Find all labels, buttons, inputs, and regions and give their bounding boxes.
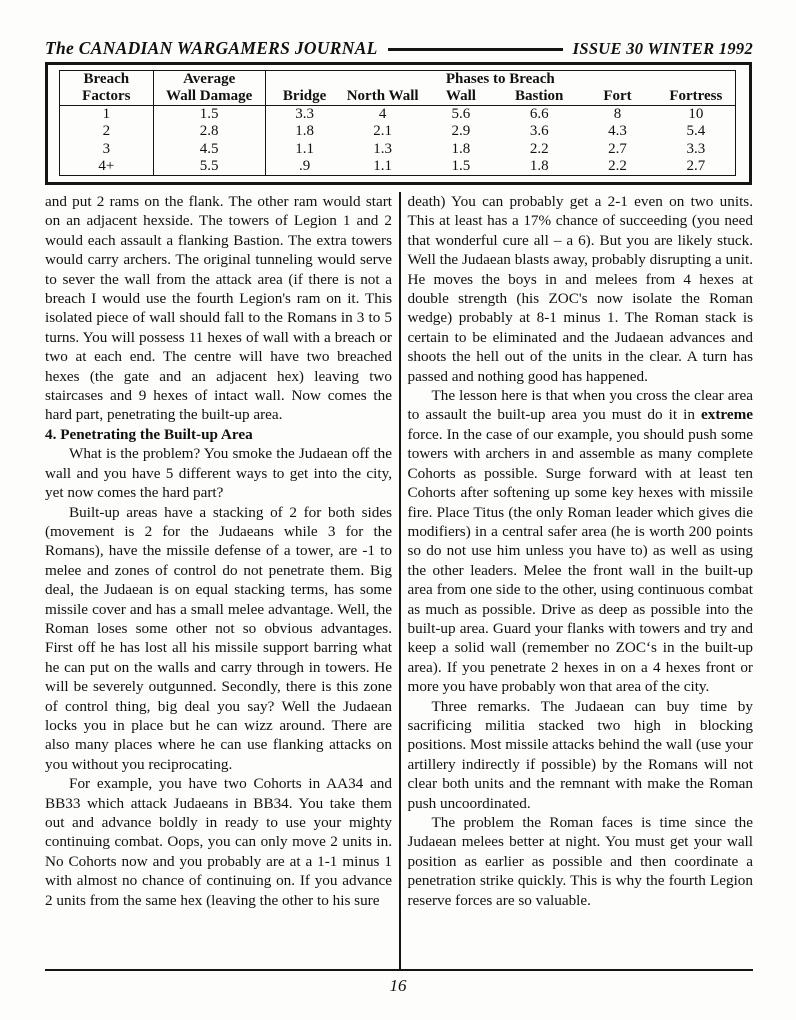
- cell-value: 3.3: [295, 106, 314, 123]
- cell-value: 5.4: [686, 123, 706, 140]
- col-header-north-wall: North Wall: [343, 88, 421, 106]
- cell-value: 3.6: [529, 123, 549, 140]
- cell-value: 1.5: [451, 157, 471, 174]
- breach-table-inner-frame: [59, 70, 736, 176]
- cell-value: 3.3: [686, 140, 706, 157]
- page-number: 16: [389, 976, 407, 995]
- cell-damage: 5.5: [153, 158, 265, 175]
- table-row: [60, 123, 735, 140]
- cell-value: 10: [688, 106, 704, 123]
- breach-factors-header: Breach: [60, 71, 153, 88]
- cell-value: 5.6: [451, 106, 471, 123]
- table-header-row-2: [60, 88, 735, 106]
- paragraph: [408, 386, 754, 697]
- article-body: [45, 192, 753, 970]
- right-column: [401, 192, 754, 970]
- cell-value: 2.7: [608, 140, 627, 157]
- paragraph-text: The lesson here is that when you cross the clear area to assault the built-up area you must do it in: [407, 387, 753, 424]
- paragraph: Built-up areas have a stacking of 2 for both sides (movement is 2 for the Judaeans while 3 for the Romans), have the missile defense of a tower, are -1 to melee and zones of control do not penetrate them. Big deal, the Judaean is on equal stacking terms, has some missile cover and has a small melee advantage. Well, the Roman loses some other not so obvious advantages. First off he has lost all his missile support barring what he can put on the walls and carry through in towers. He will be severely outgunned. Secondly, there is this zone of control thing, big deal you say? Well the Judaean locks you in place but he can wizz around. There are also many places where he can use flanking attacks on you without you reciprocating.: [45, 503, 392, 773]
- paragraph: The problem the Roman faces is time since the Judaean melees better at night. You must get your wall position as earlier as possible and then coordinate a penetration strike quickly. This is why the fourth Legion reserve forces are so valuable.: [407, 814, 753, 909]
- col-header-bridge: Bridge: [265, 88, 343, 106]
- cell-value: 4.3: [608, 123, 627, 140]
- cell-value: 1.8: [295, 123, 314, 140]
- col-header-bastion: Bastion: [500, 88, 578, 106]
- header-rule: [388, 48, 563, 51]
- cell-value: 2.1: [373, 123, 392, 140]
- cell-value: 2.2: [529, 140, 549, 157]
- cell-value: 2.2: [608, 157, 627, 174]
- journal-title: The CANADIAN WARGAMERS JOURNAL: [45, 38, 378, 58]
- cell-factor: 4+: [60, 158, 153, 175]
- issue-label: ISSUE 30 WINTER 1992: [572, 38, 753, 58]
- table-row: [60, 140, 735, 157]
- footer-rule: [45, 969, 753, 971]
- breach-table: [60, 71, 735, 175]
- cell-factor: 1: [60, 106, 153, 124]
- cell-value: 1.8: [451, 140, 471, 157]
- breach-factors-header-line2: Factors: [60, 88, 153, 106]
- table-header-row-1: [60, 71, 735, 88]
- paragraph-text: force. In the case of our example, you should push some towers with archers in and assemble as many complete Cohorts as possible. Surge forward with at least ten Cohorts after softening up some key hexes with missile fire. Place Titus (the only Roman leader which gives die modifiers) in a central safer area (he is worth 200 points so do not use him unless you have to) as well as using the other leaders. Melee the front wall in the built-up area from one side to the other, using continuous combat as much as possible. Drive as deep as possible into the built-up area. Guard your flanks with towers and try and keep a solid wall (remember no ZOC‘s in the built-up area). If you penetrate 2 hexes in on a 4 hexes front or more you have probably won that area of the city.: [407, 425, 753, 696]
- paragraph: death) You can probably get a 2-1 even on two units. This at least has a 17% chance of succeeding (you need that wonderful cure all – a 6). But you are likely stuck. Well the Judaean blasts away, probably disrupting a unit. He moves the boys in and melees from 4 hexes at double strength (his ZOC's now isolate the Roman wedge) probably at 8-1 minus 1. The Roman stack is certain to be eliminated and the Judaean advances and shoots the hell out of the units in the clear. A turn has passed and nothing good has happened.: [407, 193, 753, 385]
- col-header-wall: Wall: [422, 88, 500, 106]
- paragraph: Three remarks. The Judaean can buy time by sacrificing militia stacked two high in blocking positions. Most missile attacks behind the wall (use your artillery indirectly if possible) by the Romans will not clear both units and the remnant with make the Roman push uncoordinated.: [407, 697, 753, 812]
- cell-damage: 4.5: [153, 140, 265, 157]
- cell-value: 2.9: [451, 123, 471, 140]
- cell-value: 1.1: [373, 157, 392, 174]
- avg-wall-damage-header: Average: [153, 71, 265, 88]
- cell-value: 6.6: [529, 106, 549, 123]
- cell-damage: 1.5: [153, 106, 265, 124]
- cell-value: 1.3: [373, 140, 392, 157]
- col-header-fort: Fort: [578, 88, 656, 106]
- phases-to-breach-header: Phases to Breach: [445, 71, 555, 87]
- breach-table-frame: [45, 62, 752, 185]
- paragraph: For example, you have two Cohorts in AA34 and BB33 which attack Judaeans in BB34. You take them out and advance boldly in ready to use your mighty continuing combat. Oops, you can only move 2 units in. No Cohorts now and you probably are at a 1-1 minus 1 with almost no chance of continuing on. If you advance 2 units from the same hex (leaving the other to his sure: [45, 775, 392, 909]
- cell-value: 2.7: [686, 157, 706, 174]
- page-header: [45, 38, 753, 59]
- emphasized-word: extreme: [701, 406, 753, 424]
- table-row: [60, 106, 735, 124]
- cell-damage: 2.8: [153, 123, 265, 140]
- paragraph: and put 2 rams on the flank. The other ram would start on an adjacent hexside. The towers of Legion 1 and 2 would each assault a flanking Bastion. The extra towers would carry archers. The original tunneling would serve to sever the wall from the attack area (if there is not a breach I would use the fourth Legion's ram on it. This isolated piece of wall should fall to the Romans in 3 to 5 turns. You will possess 11 hexes of wall with a breach or two at each end. The centre will have two breached hexes (the gate and an adjacent hex) leaving two staircases and 9 hexes of intact wall. Now comes the hard part, penetrating the built-up area.: [45, 193, 392, 424]
- cell-factor: 3: [60, 140, 153, 157]
- section-heading: 4. Penetrating the Built-up Area: [45, 425, 253, 443]
- cell-value: 8: [613, 106, 622, 123]
- cell-value: 1.1: [295, 140, 314, 157]
- cell-value: 1.8: [529, 157, 549, 174]
- cell-value: .9: [298, 157, 311, 174]
- avg-wall-damage-header-line2: Wall Damage: [153, 88, 265, 106]
- col-header-fortress: Fortress: [657, 88, 735, 106]
- cell-factor: 2: [60, 123, 153, 140]
- paragraph: What is the problem? You smoke the Judaean off the wall and you have 5 different ways to get into the city, yet now comes the hard part?: [45, 445, 392, 502]
- left-column: [45, 192, 392, 970]
- table-row: [60, 158, 735, 175]
- cell-value: 4: [378, 106, 387, 123]
